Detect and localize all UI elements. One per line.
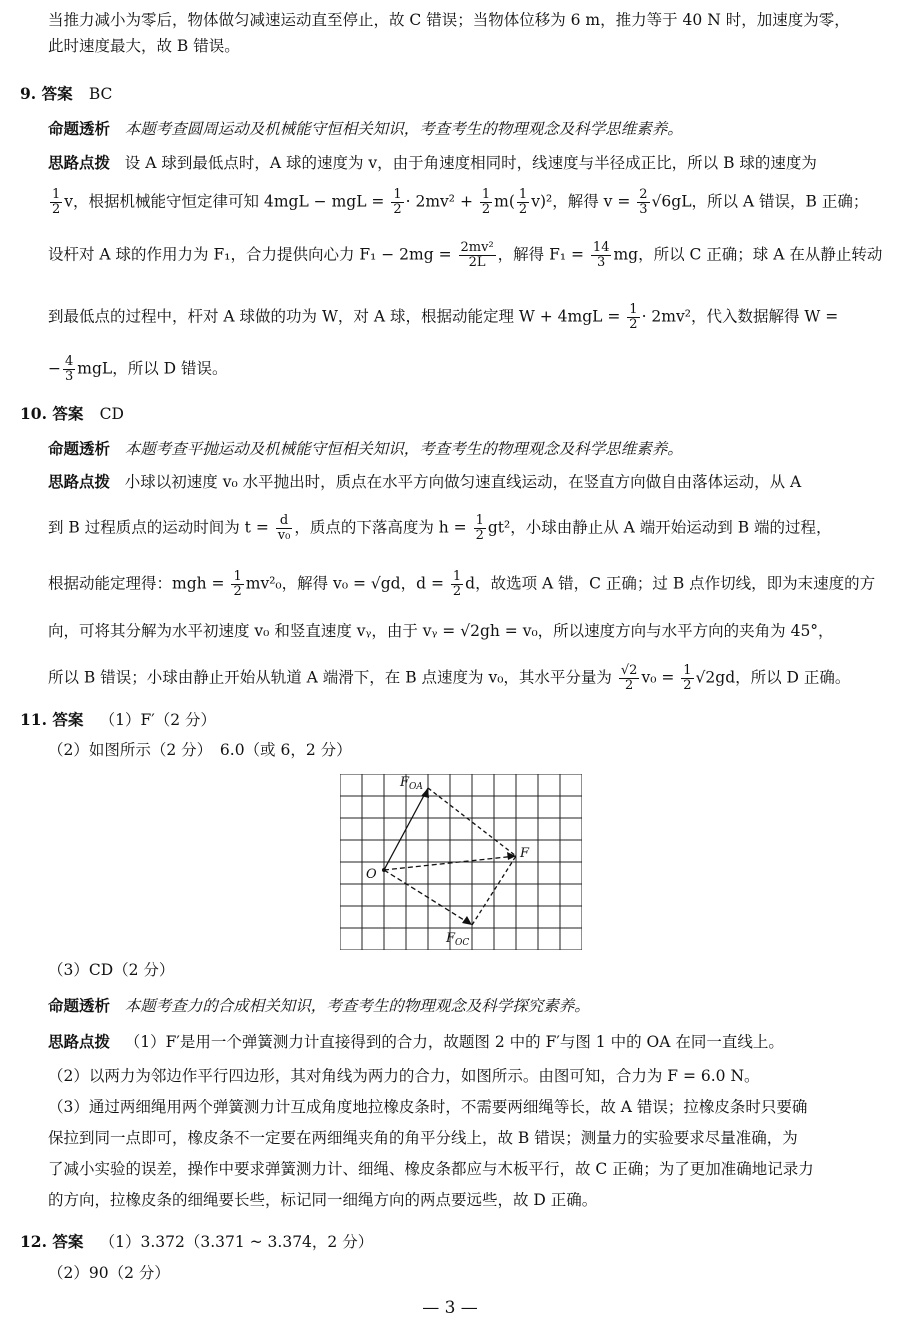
- hint-text: （1）F′是用一个弹簧测力计直接得到的合力，故题图 2 中的 F′与图 1 中的 OA 在同一直线上。: [124, 1033, 784, 1051]
- formula-line: [48, 664, 850, 693]
- paragraph-line: 了减小实验的误差，操作中要求弹簧测力计、细绳、橡皮条都应与木板平行，故 C 正确；为了更加准确地记录力: [48, 1160, 814, 1178]
- fraction: $\frac{1}{2}$: [518, 187, 528, 217]
- fraction: $\frac{\text{2mv²}}{2L}$: [460, 240, 494, 270]
- answer-tag: 答案: [52, 710, 84, 729]
- text: v)²，解得 v =: [531, 192, 631, 211]
- question-11-answer: [20, 710, 216, 730]
- fraction: $\frac{4}{3}$: [65, 354, 74, 384]
- hint-tag: 思路点拨: [48, 1032, 111, 1051]
- text: mv²₀，解得 v₀ = √gd，d =: [245, 574, 444, 593]
- text: ，解得 F₁ =: [497, 245, 584, 264]
- question-number: 11.: [20, 710, 47, 729]
- hint-text: 小球以初速度 v₀ 水平抛出时，质点在水平方向做匀速直线运动，在竖直方向做自由落体运动，从 A: [124, 473, 802, 491]
- answer-tag: 答案: [52, 404, 84, 423]
- analysis-line: [48, 439, 683, 459]
- label-f-oc: $F_{OC}$: [446, 931, 470, 948]
- text: mg，所以 C 正确；球 A 在从静止转动: [613, 245, 883, 264]
- question-number: 12.: [20, 1232, 47, 1251]
- answer-line: （3）CD（2 分）: [48, 961, 175, 979]
- point-o: [382, 868, 386, 872]
- analysis-tag: 命题透析: [48, 119, 111, 138]
- paragraph-line: 此时速度最大，故 B 错误。: [48, 37, 240, 55]
- paragraph-line: 向，可将其分解为水平初速度 v₀ 和竖直速度 vᵧ，由于 vᵧ = √2gh = v₀，所以速度方向与水平方向的夹角为 45°，: [48, 622, 834, 640]
- hint-line: [48, 1032, 784, 1052]
- formula-line: [48, 355, 227, 384]
- formula-line: [48, 514, 832, 543]
- question-number: 9.: [20, 84, 37, 103]
- text: m(: [494, 192, 515, 211]
- question-10-answer: [20, 404, 124, 424]
- fraction: $\frac{√2}{2}$: [620, 663, 638, 693]
- formula-line: [48, 303, 838, 332]
- formula-line: [48, 188, 868, 217]
- text: · 2mv²，代入数据解得 W =: [641, 307, 839, 326]
- analysis-line: [48, 996, 590, 1016]
- text: √6gL，所以 A 错误，B 正确；: [651, 192, 869, 211]
- analysis-tag: 命题透析: [48, 996, 111, 1015]
- fraction: $\frac{1}{2}$: [452, 569, 462, 599]
- arrowheads: [421, 788, 516, 925]
- fraction: $\frac{1}{2}$: [393, 187, 402, 217]
- analysis-text: 本题考查平抛运动及机械能守恒相关知识，考查考生的物理观念及科学思维素养。: [124, 440, 683, 458]
- grid: [340, 774, 582, 950]
- fraction: $\frac{d}{\text{v₀}}$: [277, 513, 291, 543]
- paragraph-line: （2）以两力为邻边作平行四边形，其对角线为两力的合力，如图所示。由图可知，合力为 F = 6.0 N。: [48, 1067, 760, 1085]
- paragraph-line: 保拉到同一点即可，橡皮条不一定要在两细绳夹角的角平分线上，故 B 错误；测量力的实验要求尽量准确，为: [48, 1129, 798, 1147]
- text: 所以 B 错误；小球由静止开始从轨道 A 端滑下，在 B 点速度为 v₀，其水平分量为: [48, 668, 612, 687]
- answer-value: （1）3.372（3.371 ~ 3.374，2 分）: [99, 1233, 374, 1251]
- fraction: $\frac{1}{2}$: [683, 663, 692, 693]
- formula-line: [48, 570, 875, 599]
- answer-value: CD: [99, 405, 124, 423]
- text: mgL，所以 D 错误。: [77, 359, 228, 378]
- formula-line: [48, 241, 882, 270]
- label-f-oa: $F_{OA}$: [400, 775, 423, 792]
- fraction: $\frac{1}{2}$: [475, 513, 484, 543]
- text: 根据动能定理得：mgh =: [48, 574, 225, 593]
- analysis-text: 本题考查力的合成相关知识，考查考生的物理观念及科学探究素养。: [124, 997, 590, 1015]
- force-parallelogram-figure: [340, 774, 582, 950]
- fraction: $\frac{14}{3}$: [592, 240, 610, 270]
- answer-tag: 答案: [41, 84, 73, 103]
- paragraph-line: （3）通过两细绳用两个弹簧测力计互成角度地拉橡皮条时，不需要两细绳等长，故 A 错误；拉橡皮条时只要确: [48, 1098, 808, 1116]
- fraction: $\frac{1}{2}$: [52, 187, 61, 217]
- arrowhead: [462, 916, 472, 925]
- answer-value: BC: [88, 85, 113, 103]
- page-number: — 3 —: [422, 1298, 478, 1318]
- fraction: $\frac{1}{2}$: [481, 187, 491, 217]
- text: · 2mv² +: [405, 192, 473, 211]
- hint-tag: 思路点拨: [48, 153, 111, 172]
- hint-line: [48, 153, 817, 173]
- text: v₀ =: [641, 668, 675, 687]
- answer-line: （2）90（2 分）: [48, 1264, 170, 1282]
- answer-tag: 答案: [52, 1232, 84, 1251]
- paragraph-line: 的方向，拉橡皮条的细绳要长些，标记同一细绳方向的两点要远些，故 D 正确。: [48, 1191, 598, 1209]
- analysis-text: 本题考查圆周运动及机械能守恒相关知识，考查考生的物理观念及科学思维素养。: [124, 120, 683, 138]
- label-f: F: [520, 846, 530, 861]
- label-o: O: [366, 867, 377, 882]
- text: d，故选项 A 错，C 正确；过 B 点作切线，即为末速度的方: [465, 574, 876, 593]
- hint-text: 设 A 球到最低点时，A 球的速度为 v，由于角速度相同时，线速度与半径成正比，所以 B 球的速度为: [124, 154, 817, 172]
- answer-value: （1）F′（2 分）: [99, 711, 217, 729]
- fraction: $\frac{1}{2}$: [233, 569, 242, 599]
- answer-line: （2）如图所示（2 分） 6.0（或 6，2 分）: [48, 741, 352, 759]
- text: ，质点的下落高度为 h =: [294, 518, 467, 537]
- paragraph-line: 当推力减小为零后，物体做匀减速运动直至停止，故 C 错误；当物体位移为 6 m，推力等于 40 N 时，加速度为零，: [48, 11, 850, 29]
- text: gt²，小球由静止从 A 端开始运动到 B 端的过程，: [487, 518, 832, 537]
- text: 设杆对 A 球的作用力为 F₁，合力提供向心力 F₁ − 2mg =: [48, 245, 452, 264]
- hint-tag: 思路点拨: [48, 472, 111, 491]
- text: 到 B 过程质点的运动时间为 t =: [48, 518, 269, 537]
- question-9-answer: [20, 84, 112, 104]
- fraction: $\frac{2}{3}$: [639, 187, 648, 217]
- analysis-line: [48, 119, 683, 139]
- question-number: 10.: [20, 404, 47, 423]
- hint-line: [48, 472, 801, 492]
- fraction: $\frac{1}{2}$: [629, 302, 638, 332]
- text: 到最低点的过程中，杆对 A 球做的功为 W，对 A 球，根据动能定理 W + 4mgL =: [48, 307, 621, 326]
- text: √2gd，所以 D 正确。: [695, 668, 851, 687]
- analysis-tag: 命题透析: [48, 439, 111, 458]
- question-12-answer: [20, 1232, 373, 1252]
- text: v，根据机械能守恒定律可知 4mgL − mgL =: [64, 192, 385, 211]
- text: −: [48, 359, 61, 378]
